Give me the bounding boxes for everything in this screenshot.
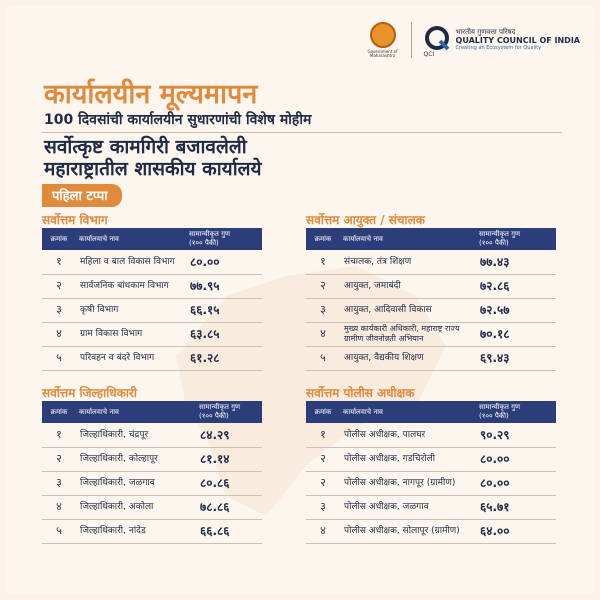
table-header-row (306, 228, 556, 250)
rank-column-header: क्रमांक (42, 228, 76, 250)
office-cell: जिल्हाधिकारी, जळगाव (76, 471, 196, 495)
score-cell: ६१.२८ (186, 346, 262, 370)
office-cell: संचालक, तंत्र शिक्षण (340, 250, 476, 274)
rank-cell: १ (42, 250, 76, 274)
collectors-title-text: सर्वोत्तम जिल्हाधिकारी (42, 386, 138, 400)
rank-cell: ३ (42, 298, 76, 322)
table-row (42, 250, 262, 274)
qci-mark-icon (422, 25, 452, 59)
logo-divider (411, 22, 412, 58)
score-cell: ६९.४३ (476, 346, 556, 370)
score-cell: ६३.८५ (186, 322, 262, 346)
qci-logo (422, 25, 580, 59)
office-cell: जिल्हाधिकारी, कोल्हापूर (76, 447, 196, 471)
table-row (42, 274, 262, 298)
main-heading-line-1: सर्वोत्कृष्ट कामगिरी बजावलेली (44, 136, 247, 158)
rank-cell: २ (42, 274, 76, 298)
table-row (306, 423, 556, 447)
office-cell: आयुक्त, आदिवासी विकास (340, 298, 476, 322)
score-cell: ७७.९५ (186, 274, 262, 298)
score-cell: ८०.०० (476, 447, 556, 471)
qci-english-name: QUALITY COUNCIL OF INDIA (455, 36, 580, 46)
score-cell: ७२.५७ (476, 298, 556, 322)
score-cell: ८०.०० (476, 471, 556, 495)
office-column-header: कार्यालयाचे नाव (340, 401, 476, 423)
office-cell: पोलीस अधीक्षक, जळगाव (340, 495, 476, 519)
rank-cell: ३ (306, 495, 340, 519)
score-cell: ८१.१४ (196, 447, 262, 471)
table-row (42, 447, 262, 471)
header-divider (42, 132, 562, 133)
office-cell: सार्वजनिक बांधकाम विभाग (76, 274, 186, 298)
table-row (306, 519, 556, 543)
score-cell: ९०.२९ (476, 423, 556, 447)
score-cell: ८०.०० (186, 250, 262, 274)
office-cell: परिवहन व बंदरे विभाग (76, 346, 186, 370)
score-cell: ६६.१५ (186, 298, 262, 322)
table-row (306, 471, 556, 495)
office-cell: आयुक्त, जमाबंदी (340, 274, 476, 298)
rank-column-header: क्रमांक (42, 401, 76, 423)
office-cell: जिल्हाधिकारी, नांदेड (76, 519, 196, 543)
office-cell: कृषी विभाग (76, 298, 186, 322)
rank-cell: २ (306, 471, 340, 495)
rank-column-header: क्रमांक (306, 228, 340, 250)
main-heading (44, 136, 262, 180)
table-row (42, 346, 262, 370)
office-cell: पोलीस अधीक्षक, पालघर (340, 423, 476, 447)
rank-cell: ४ (42, 322, 76, 346)
table-header-row (306, 401, 556, 423)
rank-cell: २ (42, 447, 76, 471)
qci-short-label: QCI (423, 51, 435, 59)
table-row (306, 495, 556, 519)
office-column-header: कार्यालयाचे नाव (340, 228, 476, 250)
table-row (306, 322, 556, 346)
score-column-header: सामान्यीकृत गुण (१०० पैकी) (186, 228, 262, 250)
table-header-row (42, 401, 262, 423)
table-row (42, 471, 262, 495)
office-cell: ग्राम विकास विभाग (76, 322, 186, 346)
score-cell: ६६.८६ (196, 519, 262, 543)
table-row (306, 447, 556, 471)
score-column-header: सामान्यीकृत गुण (१०० पैकी) (476, 401, 556, 423)
score-column-header: सामान्यीकृत गुण (१०० पैकी) (196, 401, 262, 423)
page-title: कार्यालयीन मूल्यमापन (44, 79, 258, 110)
table-row (42, 423, 262, 447)
table-row (42, 298, 262, 322)
rank-cell: ५ (42, 519, 76, 543)
table-row (306, 346, 556, 370)
rank-cell: ३ (42, 471, 76, 495)
qci-hindi-name: भारतीय गुणवत्ता परिषद (455, 28, 516, 37)
collectors-table (42, 401, 262, 544)
main-heading-line-2: महाराष्ट्रातील शासकीय कार्यालये (44, 158, 262, 180)
score-cell: ८४.२९ (196, 423, 262, 447)
rank-column-header: क्रमांक (306, 401, 340, 423)
page (6, 6, 594, 594)
score-cell: ७८.८६ (196, 495, 262, 519)
rank-cell: ४ (306, 322, 340, 346)
rank-cell: ३ (306, 298, 340, 322)
office-column-header: कार्यालयाचे नाव (76, 228, 186, 250)
qci-tagline: Creating an Ecosystem for Quality (455, 44, 542, 51)
office-cell: मुख्य कार्यकारी अधिकारी, महाराष्ट्र राज्य ग्रामीण जीवनोन्नती अभियान (340, 322, 476, 346)
score-cell: ७७.४३ (476, 250, 556, 274)
office-cell: आयुक्त, वैद्यकीय शिक्षण (340, 346, 476, 370)
commissioners-table (306, 228, 556, 371)
rank-cell: १ (306, 423, 340, 447)
score-cell: ७२.८६ (476, 274, 556, 298)
table-header-row (42, 228, 262, 250)
phase-badge: पहिला टप्पा (42, 184, 122, 207)
table-row (42, 322, 262, 346)
score-cell: ८०.८६ (196, 471, 262, 495)
office-cell: जिल्हाधिकारी, चंद्रपूर (76, 423, 196, 447)
score-cell: ७०.१८ (476, 322, 556, 346)
table-row (306, 298, 556, 322)
table-row (42, 519, 262, 543)
office-column-header: कार्यालयाचे नाव (76, 401, 196, 423)
office-cell: जिल्हाधिकारी, अकोला (76, 495, 196, 519)
rank-cell: २ (306, 274, 340, 298)
table-row (42, 495, 262, 519)
police-table (306, 401, 556, 544)
commissioners-title-text: सर्वोत्तम आयुक्त / संचालक (306, 213, 425, 227)
office-cell: महिला व बाल विकास विभाग (76, 250, 186, 274)
table-row (306, 250, 556, 274)
office-cell: पोलीस अधीक्षक, नागपूर (ग्रामीण) (340, 471, 476, 495)
page-subtitle: 100 दिवसांची कार्यालयीन सुधारणांची विशेष मोहीम (44, 112, 312, 128)
rank-cell: ४ (306, 519, 340, 543)
score-cell: ६४.०० (476, 519, 556, 543)
departments-table (42, 228, 262, 371)
rank-cell: १ (42, 423, 76, 447)
government-emblem-icon (370, 22, 396, 48)
police-title-text: सर्वोत्तम पोलीस अधीक्षक (306, 386, 415, 400)
office-cell: पोलीस अधीक्षक, गडचिरोली (340, 447, 476, 471)
rank-cell: १ (306, 250, 340, 274)
score-cell: ६५.७१ (476, 495, 556, 519)
government-of-maharashtra-logo (365, 22, 401, 59)
score-column-header: सामान्यीकृत गुण (१०० पैकी) (476, 228, 556, 250)
office-cell: पोलीस अधीक्षक, सोलापूर (ग्रामीण) (340, 519, 476, 543)
header-logos (365, 22, 580, 59)
government-logo-text: Government of Maharashtra (367, 49, 398, 59)
rank-cell: ५ (42, 346, 76, 370)
table-row (306, 274, 556, 298)
departments-title-text: सर्वोत्तम विभाग (42, 213, 108, 227)
rank-cell: २ (306, 447, 340, 471)
rank-cell: ५ (306, 346, 340, 370)
rank-cell: ४ (42, 495, 76, 519)
